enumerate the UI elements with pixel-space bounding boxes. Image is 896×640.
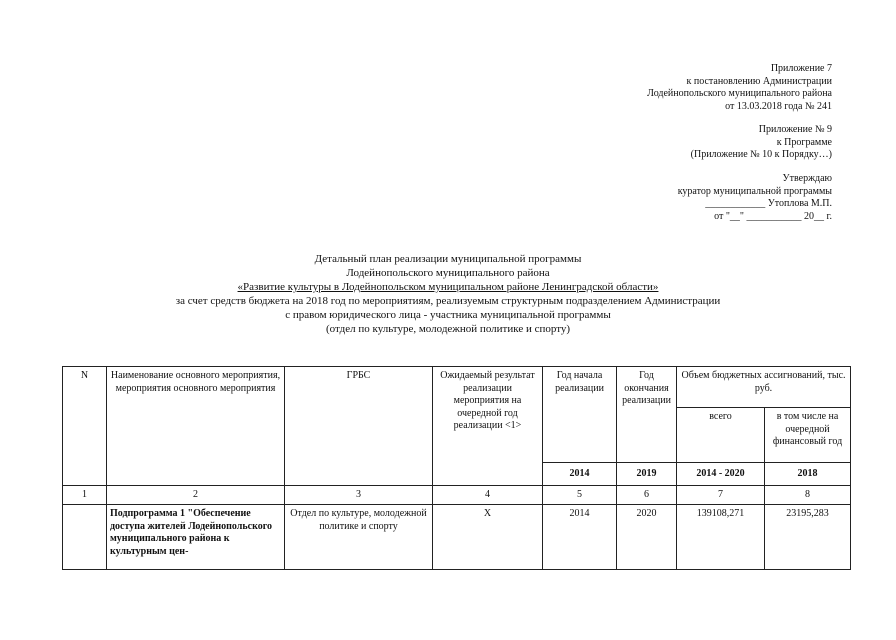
title-line-6: (отдел по культуре, молодежной политике и спорту) xyxy=(325,323,571,335)
header-next-year: в том числе на очередной финансовый год xyxy=(765,408,851,463)
title-line-1: Детальный план реализации муниципальной программы xyxy=(314,253,582,265)
col-number: 4 xyxy=(433,486,543,505)
title-line-2: Лодейнопольского муниципального района xyxy=(346,267,550,279)
title-line-4: за счет средств бюджета на 2018 год по мероприятиям, реализуемым структурным подразделением Администрации xyxy=(175,295,721,307)
year-next: 2018 xyxy=(765,463,851,486)
col-number: 3 xyxy=(285,486,433,505)
annex-7-ref: к постановлению Администрации xyxy=(686,75,832,87)
approval-signature: ____________ Утоплова М.П. xyxy=(705,198,832,209)
col-number: 1 xyxy=(63,486,107,505)
title-line-5: с правом юридического лица - участника муниципальной программы xyxy=(285,309,611,321)
table-row xyxy=(63,505,851,570)
header-budget: Объем бюджетных ассигнований, тыс. руб. xyxy=(677,367,851,408)
row-n-cell xyxy=(63,505,107,570)
col-number: 2 xyxy=(107,486,285,505)
row-grbs: Отдел по культуре, молодежной политике и спорту xyxy=(285,505,433,570)
annex-9-order: (Приложение № 10 к Порядку…) xyxy=(690,149,832,160)
header-total: всего xyxy=(677,408,765,463)
header-name: Наименование основного мероприятия, мероприятия основного мероприятия xyxy=(107,367,285,486)
approval-block xyxy=(678,173,832,223)
annex-7-date: от 13.03.2018 года № 241 xyxy=(725,100,832,112)
document-title xyxy=(0,252,896,336)
header-start-year: Год начала реализации xyxy=(543,367,617,463)
approval-date: от "__" ___________ 20__ г. xyxy=(714,210,832,222)
approval-title: Утверждаю xyxy=(782,173,832,184)
row-total: 139108,271 xyxy=(677,505,765,570)
row-result: X xyxy=(433,505,543,570)
row-next-year: 23195,283 xyxy=(765,505,851,570)
annex-7-district: Лодейнопольского муниципального района xyxy=(647,88,832,99)
header-grbs: ГРБС xyxy=(285,367,433,486)
annex-7-title: Приложение 7 xyxy=(770,63,832,74)
year-total: 2014 - 2020 xyxy=(677,463,765,486)
header-result: Ожидаемый результат реализации мероприятия на очередной год реализации <1> xyxy=(433,367,543,486)
approval-role: куратор муниципальной программы xyxy=(677,185,832,197)
annex-7-header xyxy=(647,63,832,113)
row-start-year: 2014 xyxy=(543,505,617,570)
col-number: 7 xyxy=(677,486,765,505)
annex-9-header xyxy=(691,124,832,162)
row-subprogram-name: Подпрограмма 1 "Обеспечение доступа жителей Лодейнопольского муниципального района к культурным цен- xyxy=(107,505,285,570)
annex-9-ref: к Программе xyxy=(776,136,832,148)
col-number: 5 xyxy=(543,486,617,505)
year-start: 2014 xyxy=(543,463,617,486)
header-row xyxy=(63,367,851,408)
header-n: N xyxy=(63,367,107,486)
year-end: 2019 xyxy=(617,463,677,486)
annex-9-title: Приложение № 9 xyxy=(758,124,832,135)
column-number-row xyxy=(63,486,851,505)
title-program-name: «Развитие культуры в Лодейнопольском муниципальном районе Ленинградской области» xyxy=(237,281,659,293)
plan-table xyxy=(62,366,851,570)
col-number: 8 xyxy=(765,486,851,505)
header-end-year: Год окончания реализации xyxy=(617,367,677,463)
row-end-year: 2020 xyxy=(617,505,677,570)
col-number: 6 xyxy=(617,486,677,505)
